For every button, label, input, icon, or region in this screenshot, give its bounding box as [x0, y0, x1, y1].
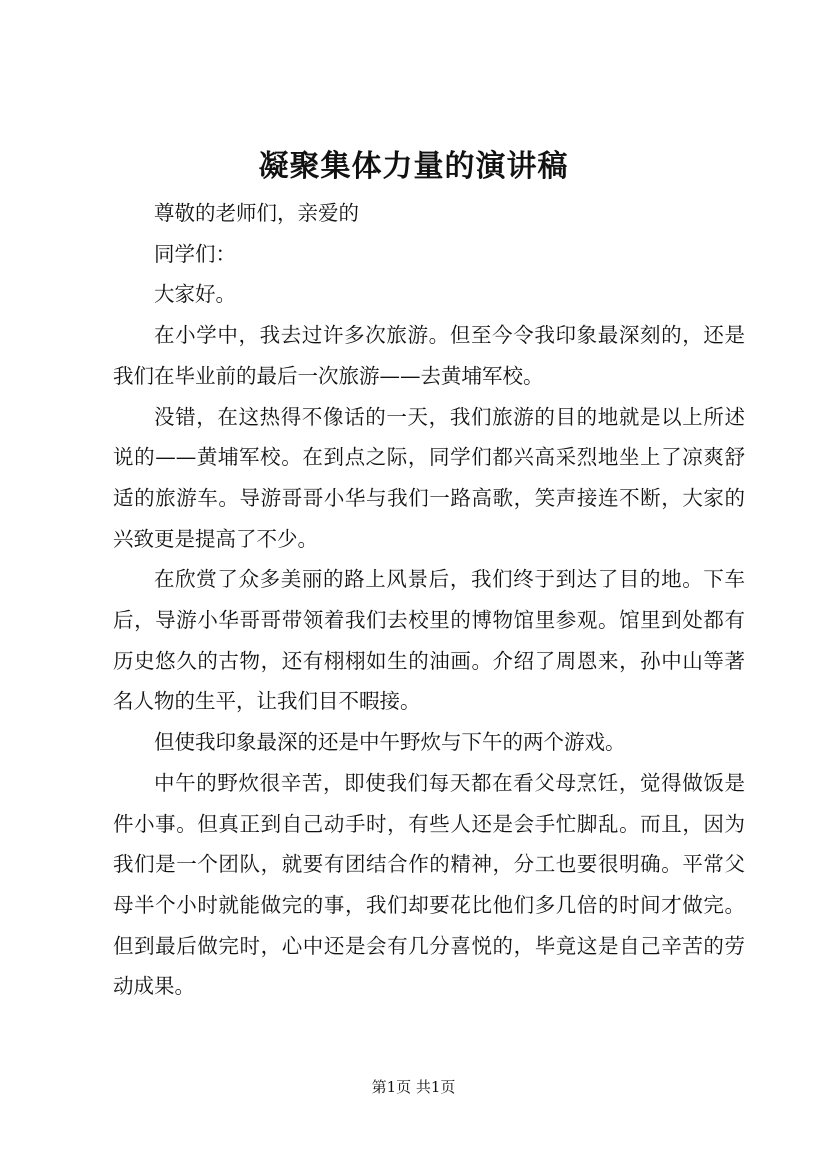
paragraph-impression: 但使我印象最深的还是中午野炊与下午的两个游戏。 [154, 730, 626, 755]
paragraph-salutation-2: 同学们： [154, 241, 236, 266]
paragraph-picnic: 中午的野炊很辛苦，即使我们每天都在看父母烹饪，觉得做饭是件小事。但真正到自己动手时，有些人还是会手忙脚乱。而且，因为我们是一个团队，就要有团结合作的精神，分工也要很明确。平常父母半个小时就能做完的事，我们却要花比他们多几倍的时间才做完。但到最后做完时，心中还是会有几分喜悦的，毕竟这是自己辛苦的劳动成果。 [113, 770, 745, 999]
document-body [113, 193, 745, 1007]
document-title: 凝聚集体力量的演讲稿 [258, 149, 569, 184]
paragraph-salutation-1: 尊敬的老师们，亲爱的 [154, 201, 359, 225]
paragraph-trip-start: 没错，在这热得不像话的一天，我们旅游的目的地就是以上所述说的——黄埔军校。在到点之际，同学们都兴高采烈地坐上了凉爽舒适的旅游车。导游哥哥小华与我们一路高歌，笑声接连不断，大家的兴致更是提高了不少。 [113, 404, 745, 551]
paragraph-intro: 在小学中，我去过许多次旅游。但至今令我印象最深刻的，还是我们在毕业前的最后一次旅游——去黄埔军校。 [113, 323, 745, 388]
page-footer: 第1页 共1页 [371, 1078, 456, 1096]
paragraph-museum: 在欣赏了众多美丽的路上风景后，我们终于到达了目的地。下车后，导游小华哥哥带领着我们去校里的博物馆里参观。馆里到处都有历史悠久的古物，还有栩栩如生的油画。介绍了周恩来，孙中山等著名人物的生平，让我们目不暇接。 [113, 567, 745, 714]
paragraph-greeting: 大家好。 [154, 282, 236, 307]
